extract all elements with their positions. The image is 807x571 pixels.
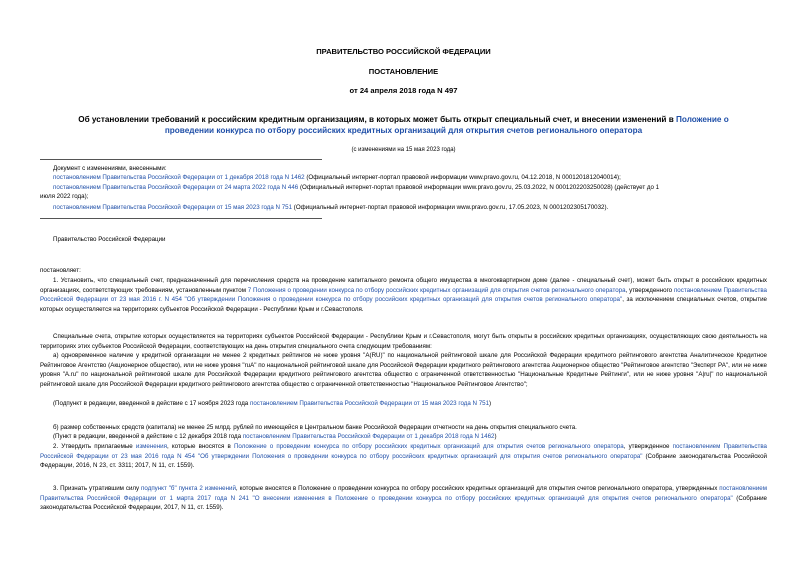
note2-text-b: ) xyxy=(494,433,497,440)
document-type: ПОСТАНОВЛЕНИЕ xyxy=(368,67,439,76)
paragraph-1 xyxy=(40,276,767,314)
government-line: Правительство Российской Федерации xyxy=(53,236,166,243)
p1-link-point7[interactable]: 7 Положения о проведении конкурса по отбору российских кредитных организаций для открытия счетов регионального оператора xyxy=(247,286,626,294)
note1-text-a: (Подпункт в редакции, введенной в действие с 17 ноября 2023 года xyxy=(53,400,250,407)
p4-text-b: , которые вносятся в Положение о проведении конкурса по отбору российских кредитных организаций для открытия счетов регионального оператора, утвержденных xyxy=(235,485,720,492)
change-item-2-cont: июля 2022 года); xyxy=(40,193,89,200)
government-heading: ПРАВИТЕЛЬСТВО РОССИЙСКОЙ ФЕДЕРАЦИИ xyxy=(316,47,491,56)
note-1 xyxy=(53,400,491,408)
p3-link-decree454[interactable]: постановлением Правительства Российской Федерации от 23 мая 2016 года N 454 "Об утверждении Положения о проведении конкурса по отбору российских кредитных организаций для открытия счетов регионального оператора" xyxy=(40,443,767,460)
change-item-1 xyxy=(53,174,621,182)
p1-text-a: 1. Установить, что специальный счет, предназначенный для перечисления средств на проведение капитального ремонта общего имущества в многоквартирном доме (далее - специальный счет), может быть открыт в российских кредитных организациях, соответствующих требованиям, установленным пунктом xyxy=(40,277,767,294)
p4-link-subpoint[interactable]: подпункт "б" пункта 2 изменений xyxy=(141,485,236,492)
document-date: от 24 апреля 2018 года N 497 xyxy=(349,86,458,95)
paragraph-3 xyxy=(40,442,767,471)
document-title xyxy=(60,114,747,136)
changes-lead: Документ с изменениями, внесенными: xyxy=(53,165,167,172)
p3-text-d: (Собрание законодательства Российской Федерации, 2016, N 23, ст. 3311; 2017, N 11, ст. 1559). xyxy=(40,452,767,470)
paragraph-2: Специальные счета, открытие которых осуществляется на территориях субъектов Российской Федерации - Республики Крым и г.Севастополя, могут быть открыты в российских кредитных организациях, осуществляющих свою деятельность на территориях этих субъектов Российской Федерации, соответствующих на день открытия специального счета следующим требованиям: xyxy=(40,333,767,350)
note2-text-a: (Пункт в редакции, введенной в действие с 12 декабря 2018 года xyxy=(53,433,243,440)
p4-text-a: 3. Признать утратившим силу xyxy=(53,485,142,492)
note-2 xyxy=(53,433,497,441)
change-item-3 xyxy=(53,204,608,212)
p1-link-decree454[interactable]: постановлением Правительства Российской Федерации от 23 мая 2016 г. N 454 "Об утверждении Положения о проведении конкурса по отбору российских кредитных организаций для открытия счетов регионального оператора" xyxy=(40,286,767,304)
paragraph-4 xyxy=(40,484,767,513)
change-link-3[interactable]: постановлением Правительства Российской Федерации от 15 мая 2023 года N 751 xyxy=(53,204,293,211)
p1-text-c: , за исключением специальных счетов, открытие которых осуществляется на территориях субъектов Российской Федерации - Республики Крым и г.Севастополя. xyxy=(40,296,767,313)
change-item-2 xyxy=(53,184,659,192)
p3-link-changes[interactable]: изменения xyxy=(135,443,167,450)
p4-text-c: (Собрание законодательства Российской Федерации, 2017, N 11, ст. 1559). xyxy=(40,494,767,512)
decides-line: постановляет: xyxy=(40,267,81,274)
p3-text-a: 2. Утвердить прилагаемые xyxy=(53,443,136,450)
change-text-1: (Официальный интернет-портал правовой информации www.pravo.gov.ru, 04.12.2018, N 0001201812040014); xyxy=(304,174,621,181)
change-link-2[interactable]: постановлением Правительства Российской Федерации от 24 марта 2022 года N 446 xyxy=(53,184,299,191)
p3-link-regulation[interactable]: Положение о проведении конкурса по отбору российских кредитных организаций для открытия счетов регионального оператора xyxy=(233,443,624,450)
title-regulation-link[interactable]: Положение о проведении конкурса по отбору российских кредитных организаций для открытия счетов регионального оператора xyxy=(164,115,729,135)
document-subtitle: (с изменениями на 15 мая 2023 года) xyxy=(351,147,456,153)
change-text-2: (Официальный интернет-портал правовой информации www.pravo.gov.ru, 25.03.2022, N 0001202203250028) (действует до 1 xyxy=(298,184,660,191)
p1-text-b: , утвержденного xyxy=(625,286,674,294)
title-text: Об установлении требований к российским кредитным организациям, в которых может быть открыт специальный счет, и внесении изменений в xyxy=(78,115,677,124)
p3-text-c: , утвержденное xyxy=(623,443,673,450)
note1-link[interactable]: постановлением Правительства Российской Федерации от 15 мая 2023 года N 751 xyxy=(249,400,490,407)
note1-text-b: ) xyxy=(489,400,492,407)
paragraph-2b: б) размер собственных средств (капитала) не менее 25 млрд. рублей по имеющейся в Центральном банке Российской Федерации отчетности на день открытия специального счета. xyxy=(53,424,577,431)
divider-bottom xyxy=(40,218,322,219)
p3-text-b: , которые вносятся в xyxy=(166,443,234,450)
divider-top xyxy=(40,159,322,160)
change-text-3: (Официальный интернет-портал правовой информации www.pravo.gov.ru, 17.05.2023, N 0001202305170032). xyxy=(292,204,609,211)
change-link-1[interactable]: постановлением Правительства Российской Федерации от 1 декабря 2018 года N 1462 xyxy=(53,174,305,181)
p4-link-decree241[interactable]: постановлением Правительства Российской Федерации от 1 марта 2017 года N 241 "О внесении изменения в Положение о проведении конкурса по отбору российских кредитных организаций для открытия счетов регионального оператора" xyxy=(40,485,767,502)
paragraph-2a: а) одновременное наличие у кредитной организации не менее 2 кредитных рейтингов не ниже уровня "A(RU)" по национальной рейтинговой шкале для Российской Федерации кредитного рейтингового агентства Аналитическое Кредитное Рейтинговое Агентство (Акционерное общество), или не ниже уровня "ruA" по национальной рейтинговой шкале для Российской Федерации кредитного рейтингового агентства Акционерное общество "Рейтинговое агентство "Эксперт РА", или не ниже уровня "A.ru" по национальной рейтинговой шкале для Российской Федерации кредитного рейтингового агентства общество с ограниченной ответственностью "Национальные Кредитные Рейтинги", или не ниже уровня "A|ru|" по национальной рейтинговой шкале для Российской Федерации кредитного рейтингового агентства общество с ограниченной ответственностью "Национальное Рейтинговое Агентство"; xyxy=(40,352,767,388)
note2-link[interactable]: постановлением Правительства Российской Федерации от 1 декабря 2018 года N 1462 xyxy=(242,433,495,440)
